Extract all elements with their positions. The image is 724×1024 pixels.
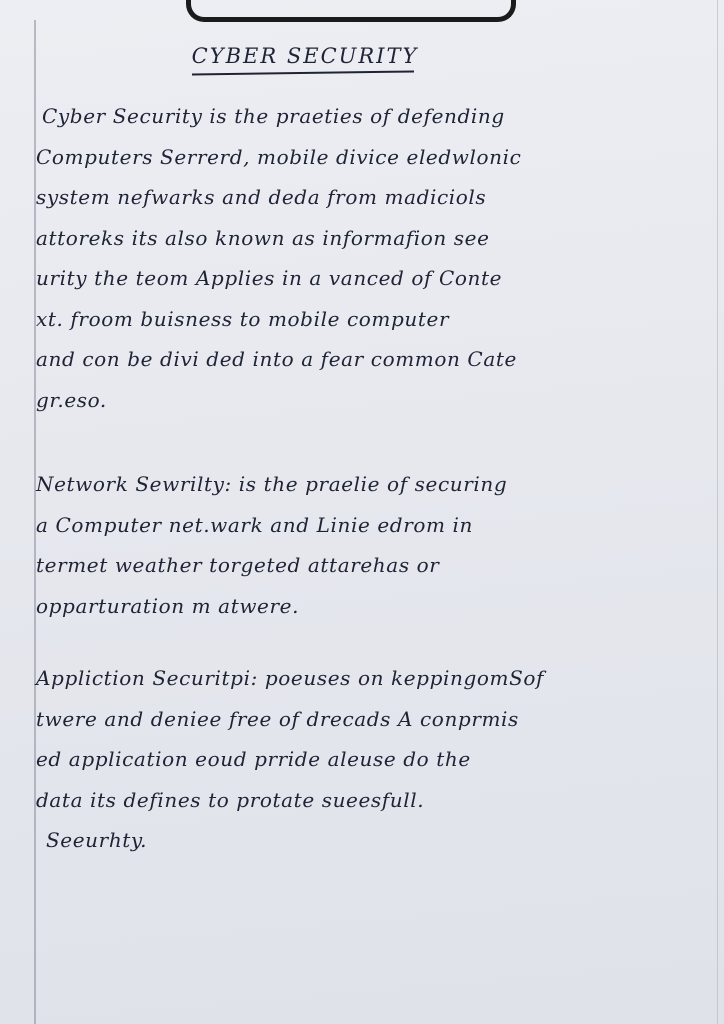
text-line: gr.eso. [36,387,107,412]
text-line: xt. froom buisness to mobile computer [36,306,450,331]
text-line: Seeurhty. [46,828,148,852]
text-line: data its defines to protate sueesfull. [36,787,425,812]
text-line: system nefwarks and deda from madiciols [36,185,487,209]
paragraph-application-security [36,658,706,861]
text-line: ed application eoud prride aleuse do the [36,747,471,771]
binder-clip [186,0,516,22]
title-underline [192,70,414,75]
text-line: Network Sewrilty: is the praelie of securing [36,472,508,496]
text-line: opparturation m atwere. [36,593,300,618]
text-line: Cyber Security is the praeties of defending [42,104,505,128]
text-line: a Computer net.wark and Linie edrom in [36,512,474,537]
text-line: attoreks its also known as informafion see [36,225,490,250]
paragraph-network-security [36,464,706,626]
text-line: termet weather torgeted attarehas or [36,553,440,577]
text-line: urity the teom Applies in a vanced of Conte [36,266,503,290]
text-line: Computers Serrerd, mobile divice eledwlonic [36,144,522,169]
text-line: twere and deniee free of drecads A conprmis [36,706,519,731]
text-line: and con be divi ded into a fear common Cate [36,347,517,371]
page-edge [717,0,718,1024]
paragraph-cyber-security [36,96,706,420]
page-title: CYBER SECURITY [191,44,419,68]
text-line: Appliction Securitpi: poeuses on keppingomSof [36,666,545,690]
